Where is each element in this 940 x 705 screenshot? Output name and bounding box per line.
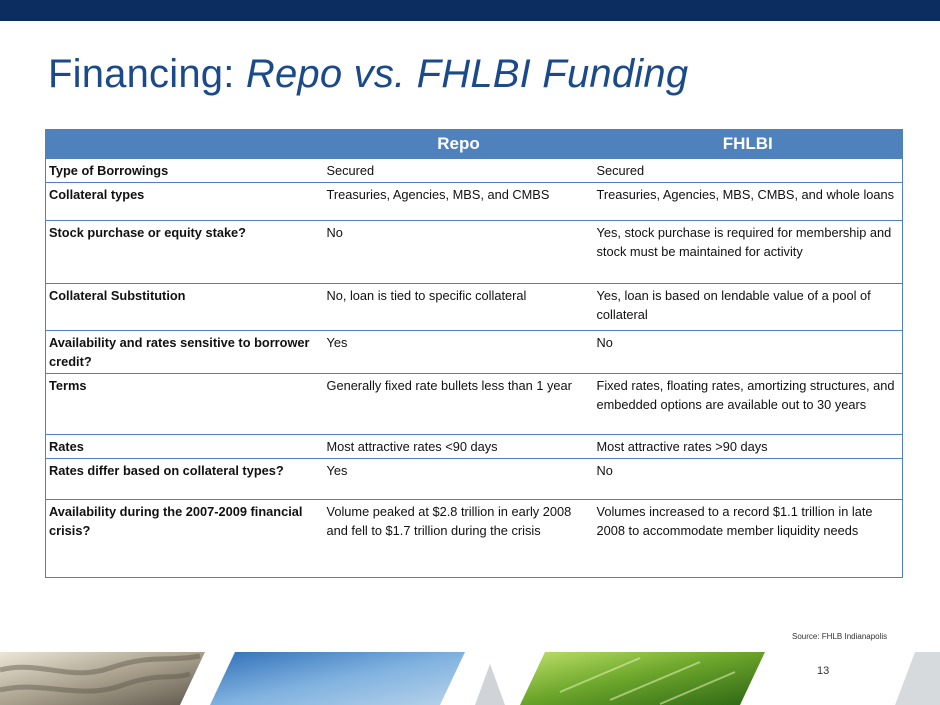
fhlbi-cell: Treasuries, Agencies, MBS, CMBS, and whole loans bbox=[594, 183, 903, 221]
table-header-row bbox=[46, 130, 903, 159]
table-row bbox=[46, 435, 903, 459]
row-label: Rates bbox=[46, 435, 324, 459]
repo-cell: Treasuries, Agencies, MBS, and CMBS bbox=[324, 183, 594, 221]
repo-cell: Most attractive rates <90 days bbox=[324, 435, 594, 459]
sky-photo bbox=[210, 652, 465, 705]
fhlbi-cell: Fixed rates, floating rates, amortizing structures, and embedded options are available out to 30 years bbox=[594, 374, 903, 435]
table-row bbox=[46, 331, 903, 374]
header-blank bbox=[46, 130, 324, 159]
row-label: Type of Borrowings bbox=[46, 159, 324, 183]
row-label: Rates differ based on collateral types? bbox=[46, 459, 324, 500]
row-label: Availability during the 2007-2009 financial crisis? bbox=[46, 500, 324, 578]
row-label: Terms bbox=[46, 374, 324, 435]
top-banner bbox=[0, 0, 940, 21]
page-title bbox=[48, 52, 688, 97]
row-label: Stock purchase or equity stake? bbox=[46, 221, 324, 284]
triangle-divider bbox=[475, 664, 505, 705]
fhlbi-cell: No bbox=[594, 459, 903, 500]
footer-image-strip bbox=[0, 652, 940, 705]
row-label: Collateral types bbox=[46, 183, 324, 221]
page-number: 13 bbox=[817, 665, 830, 677]
fhlbi-cell: No bbox=[594, 331, 903, 374]
table-row bbox=[46, 459, 903, 500]
source-note: Source: FHLB Indianapolis bbox=[792, 632, 888, 641]
fhlbi-cell: Volumes increased to a record $1.1 trillion in late 2008 to accommodate member liquidity needs bbox=[594, 500, 903, 578]
table-row bbox=[46, 374, 903, 435]
repo-cell: Secured bbox=[324, 159, 594, 183]
title-emphasis: Repo vs. FHLBI Funding bbox=[245, 52, 689, 96]
header-fhlbi: FHLBI bbox=[594, 130, 903, 159]
leaf-photo bbox=[520, 652, 765, 705]
corner-accent bbox=[895, 652, 940, 705]
fhlbi-cell: Yes, loan is based on lendable value of a pool of collateral bbox=[594, 284, 903, 331]
fhlbi-cell: Yes, stock purchase is required for membership and stock must be maintained for activity bbox=[594, 221, 903, 284]
repo-cell: No, loan is tied to specific collateral bbox=[324, 284, 594, 331]
header-repo: Repo bbox=[324, 130, 594, 159]
row-label: Collateral Substitution bbox=[46, 284, 324, 331]
table-row bbox=[46, 500, 903, 578]
repo-cell: Generally fixed rate bullets less than 1 year bbox=[324, 374, 594, 435]
repo-cell: Volume peaked at $2.8 trillion in early 2008 and fell to $1.7 trillion during the crisis bbox=[324, 500, 594, 578]
table-row bbox=[46, 221, 903, 284]
repo-cell: Yes bbox=[324, 331, 594, 374]
table-row bbox=[46, 159, 903, 183]
repo-cell: No bbox=[324, 221, 594, 284]
table-row bbox=[46, 183, 903, 221]
fhlbi-cell: Most attractive rates >90 days bbox=[594, 435, 903, 459]
title-prefix: Financing: bbox=[48, 52, 246, 96]
row-label: Availability and rates sensitive to borrower credit? bbox=[46, 331, 324, 374]
table-row bbox=[46, 284, 903, 331]
comparison-table bbox=[45, 129, 903, 578]
fhlbi-cell: Secured bbox=[594, 159, 903, 183]
repo-cell: Yes bbox=[324, 459, 594, 500]
